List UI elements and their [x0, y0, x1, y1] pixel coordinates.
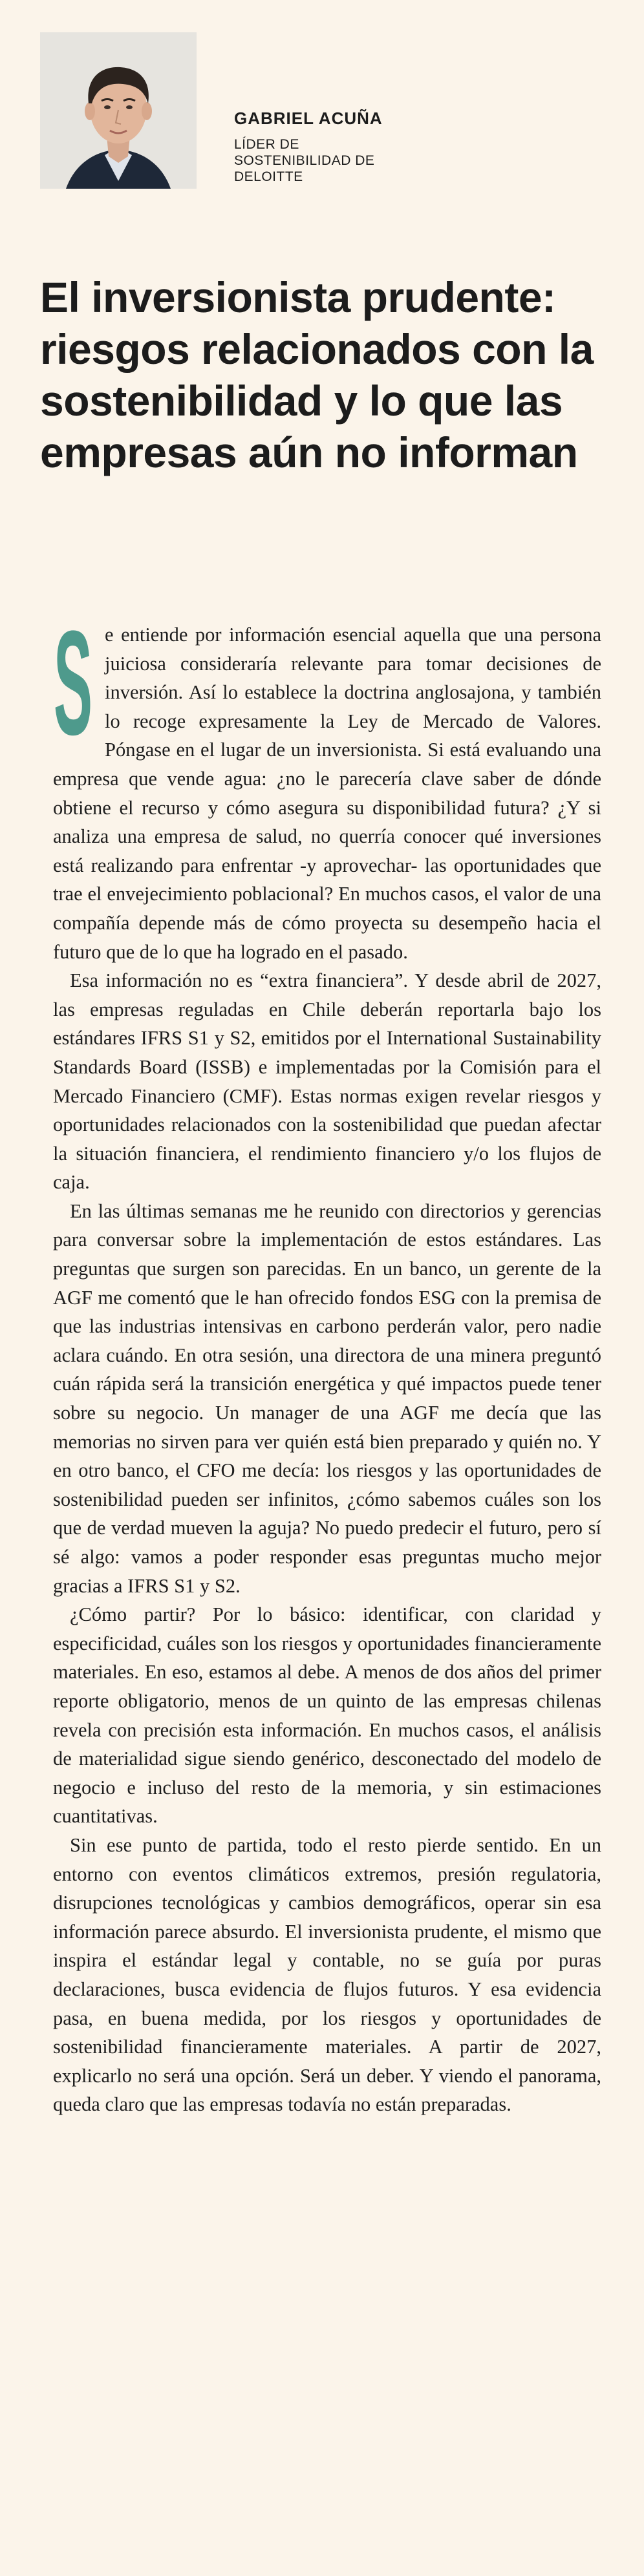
paragraph-5: Sin ese punto de partida, todo el resto pierde sentido. En un entorno con eventos climáticos extremos, presión regulatoria, disrupciones tecnológicas y cambios demográficos, operar sin esa información parece absurdo. El inversionista prudente, el mismo que inspira el estándar legal y contable, no se guía por puras declaraciones, busca evidencia de flujos futuros. Y esa evidencia pasa, en buena medida, por los riesgos y oportunidades de sostenibilidad financieramente materiales. A partir de 2027, explicarlo no será una opción. Será un deber. Y viendo el panorama, queda claro que las empresas todavía no están preparadas.	[53, 1833, 601, 2116]
dropcap-letter: S	[54, 600, 92, 766]
paragraph-4: ¿Cómo partir? Por lo básico: identificar, con claridad y especificidad, cuáles son los riesgos y oportunidades financieramente materiales. En eso, estamos al debe. A menos de dos años del primer reporte obligatorio, menos de un quinto de las empresas chilenas revela con precisión esta información. En muchos casos, el análisis de materialidad sigue siendo genérico, desconectado del modelo de negocio e incluso del resto de la memoria, y sin estimaciones cuantitativas.	[53, 1603, 601, 1828]
dropcap	[53, 600, 93, 766]
paragraph-2: Esa información no es “extra financiera”. Y desde abril de 2027, las empresas reguladas en Chile deberán reportarla bajo los estándares IFRS S1 y S2, emitidos por el International Sustainability Standards Board (ISSB) e implementadas por la Comisión para el Mercado Financiero (CMF). Estas normas exigen revelar riesgos y oportunidades relacionados con la sostenibilidad que puedan afectar la situación financiera, el rendimiento financiero y/o los flujos de caja.	[53, 969, 601, 1194]
author-name: GABRIEL ACUÑA	[234, 109, 383, 128]
dropcap-letter-icon	[53, 600, 93, 766]
author-role: LÍDER DE SOSTENIBILIDAD DE DELOITTE	[234, 137, 375, 184]
author-photo	[40, 32, 197, 189]
author-info	[234, 109, 447, 185]
paragraph-1-text: e entiende por información esencial aquella que una persona juiciosa consideraría relevante para tomar decisiones de inversión. Así lo establece la doctrina anglosajona, y también lo recoge expresamente la Ley de Mercado de Valores. Póngase en el lugar de un inversionista. Si está evaluando una empresa que vende agua: ¿no le parecería clave saber de dónde obtiene el recurso y cómo asegura su disponibilidad futura? ¿Y si analiza una empresa de salud, no querría conocer qué inversiones está realizando para enfrentar -y aprovechar- las oportunidades que trae el envejecimiento poblacional? En muchos casos, el valor de una compañía depende más de cómo proyecta su desempeño hacia el futuro que de lo que ha logrado en el pasado.	[53, 624, 601, 963]
author-portrait-icon	[40, 32, 197, 189]
author-block	[40, 32, 609, 200]
paragraph-1	[53, 600, 601, 966]
article-headline: El inversionista prudente: riesgos relacionados con la sostenibilidad y lo que las empresas aún no informan	[40, 273, 594, 476]
article-body	[53, 600, 601, 2119]
paragraph-3: En las últimas semanas me he reunido con directorios y gerencias para conversar sobre la implementación de estos estándares. Las preguntas que surgen son parecidas. En un banco, un gerente de la AGF me comentó que le han ofrecido fondos ESG con la premisa de que las industrias intensivas en carbono perderán valor, pero nadie aclara cuándo. En otra sesión, una directora de una minera preguntó cuán rápida será la transición energética y qué impactos puede tener sobre su negocio. Un manager de una AGF me decía que las memorias no sirven para ver quién está bien preparado y quién no. Y en otro banco, el CFO me decía: los riesgos y las oportunidades de sostenibilidad pueden ser infinitos, ¿cómo sabemos cuáles son los que de verdad mueven la aguja? No puedo predecir el futuro, pero sí sé algo: vamos a poder responder esas preguntas mucho mejor gracias a IFRS S1 y S2.	[53, 1199, 601, 1597]
